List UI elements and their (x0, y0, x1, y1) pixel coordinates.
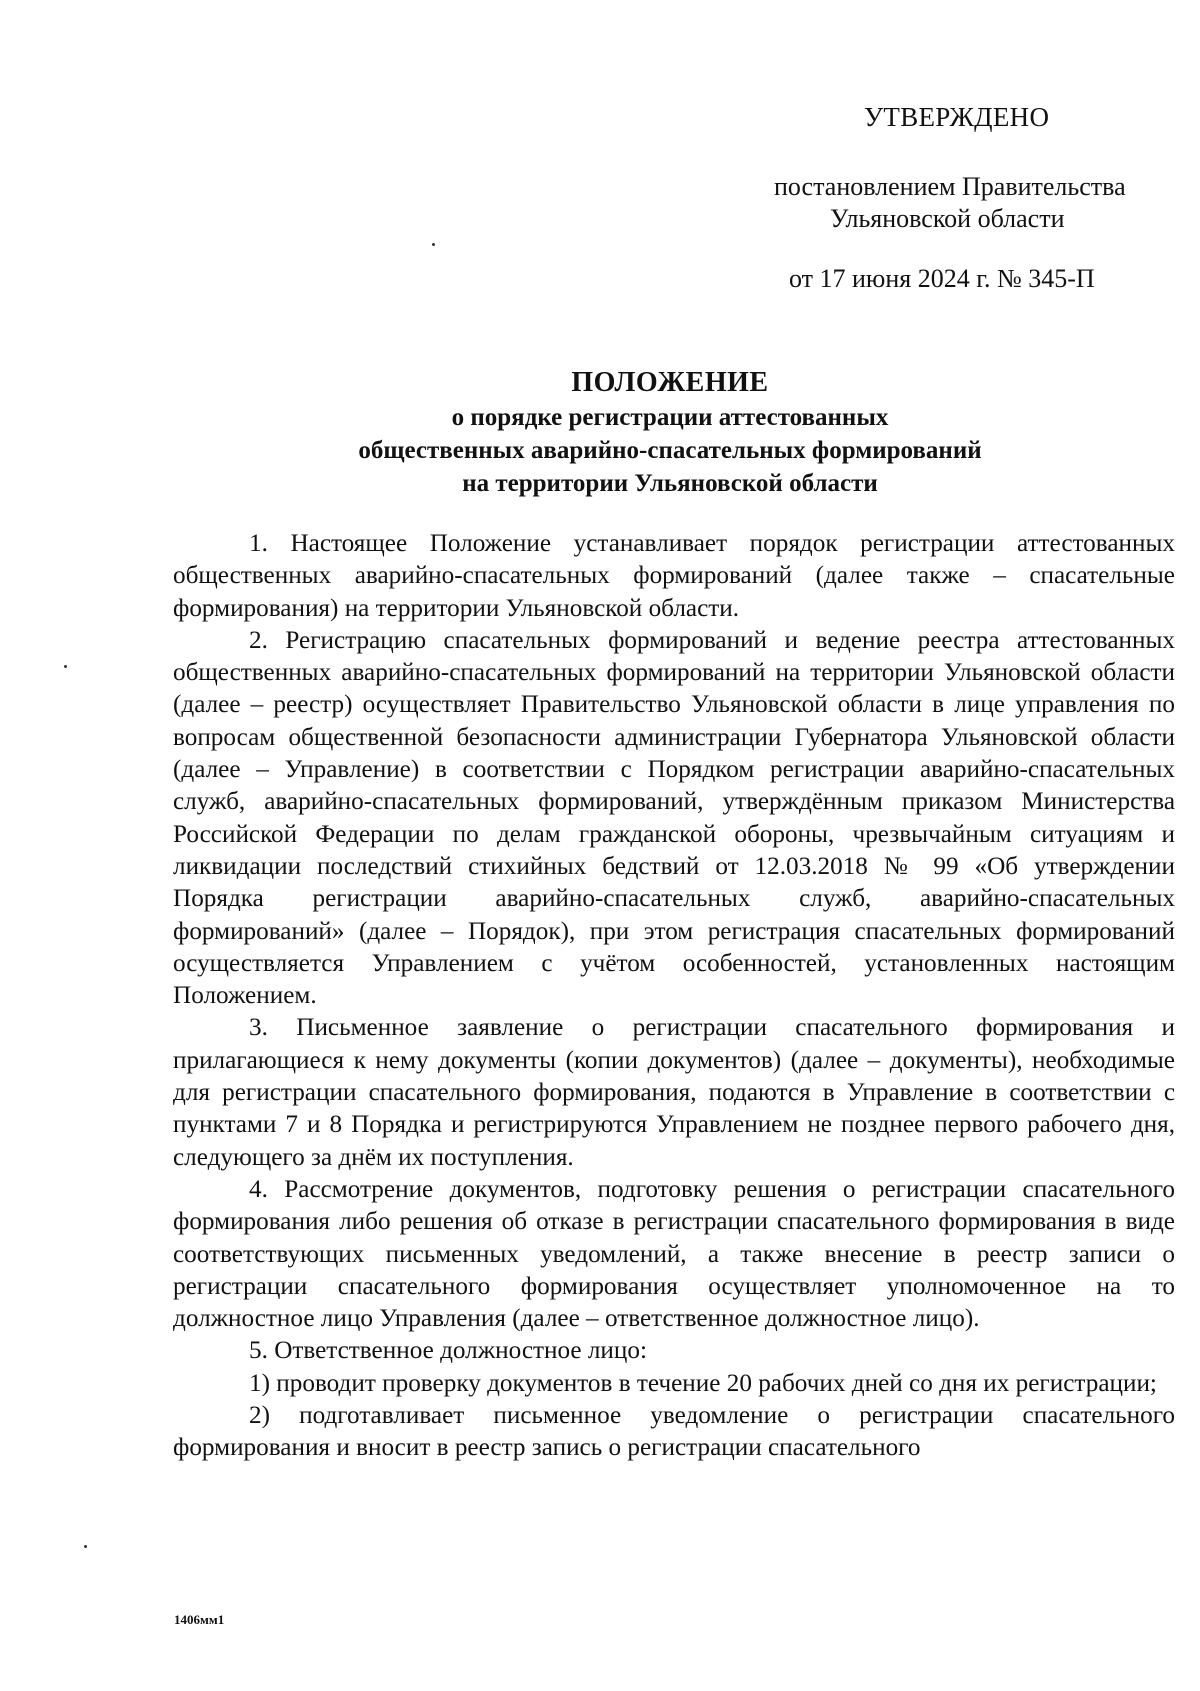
paragraph-4: 4. Рассмотрение документов, подготовку решения о регистрации спасательного формирования либо решения об отказе в регистрации спасательного формирования в виде соответствующих письменных уведомлений, а также внесение в реестр записи о регистрации спасательного формирования осуществляет уполномоченное на то должностное лицо Управления (далее – ответственное должностное лицо). (173, 1175, 1175, 1333)
title-subtitle-line-2: общественных аварийно-спасательных формирований (358, 437, 982, 464)
scan-speck (64, 665, 67, 668)
approval-line-2: Ульяновской области (830, 204, 1065, 233)
approval-line-3: от 17 июня 2024 г. № 345-П (789, 264, 1095, 293)
title-subtitle-line-1: о порядке регистрации аттестованных (451, 404, 889, 431)
approval-heading: УТВЕРЖДЕНО (864, 102, 1050, 132)
approval-line-1: постановлением Правительства (774, 172, 1126, 201)
document-body (173, 528, 1175, 1465)
document-title (150, 365, 1190, 500)
paragraph-1: 1. Настоящее Положение устанавливает порядок регистрации аттестованных общественных аварийно-спасательных формирований (далее также – спасательные формирования) на территории Ульяновской области. (173, 530, 1175, 622)
paragraph-3: 3. Письменное заявление о регистрации спасательного формирования и прилагающиеся к нему документы (копии документов) (далее – документы), необходимые для регистрации спасательного формирования, подаются в Управление в соответствии с пунктами 7 и 8 Порядка и регистрируются Управлением не позднее первого рабочего дня, следующего за днём их поступления. (173, 1014, 1175, 1171)
paragraph-5: 5. Ответственное должностное лицо: (249, 1337, 647, 1365)
title-subtitle-line-3: на территории Ульяновской области (462, 470, 878, 497)
paragraph-5-item-1: 1) проводит проверку документов в течение 20 рабочих дней со дня их регистрации; (249, 1369, 1157, 1397)
title-main: ПОЛОЖЕНИЕ (571, 367, 769, 398)
scan-speck (432, 243, 435, 246)
scan-speck (84, 1545, 87, 1548)
paragraph-5-item-2: 2) подготавливает письменное уведомление о регистрации спасательного формирования и вносит в реестр запись о регистрации спасательного (173, 1402, 1175, 1462)
paragraph-2: 2. Регистрацию спасательных формирований и ведение реестра аттестованных общественных аварийно-спасательных формирований на территории Ульяновской области (далее – реестр) осуществляет Правительство Ульяновской области в лице управления по вопросам общественной безопасности администрации Губернатора Ульяновской области (далее – Управление) в соответствии с Порядком регистрации аварийно-спасательных служб, аварийно-спасательных формирований, утверждённым приказом Министерства Российской Федерации по делам гражданской обороны, чрезвычайным ситуациям и ликвидации последствий стихийных бедствий от 12.03.2018 № 99 «Об утверждении Порядка регистрации аварийно-спасательных служб, аварийно-спасательных формирований» (далее – Порядок), при этом регистрация спасательных формирований осуществляется Управлением с учётом особенностей, установленных настоящим Положением. (173, 626, 1175, 1010)
footer-document-code: 1406мм1 (174, 1612, 225, 1627)
